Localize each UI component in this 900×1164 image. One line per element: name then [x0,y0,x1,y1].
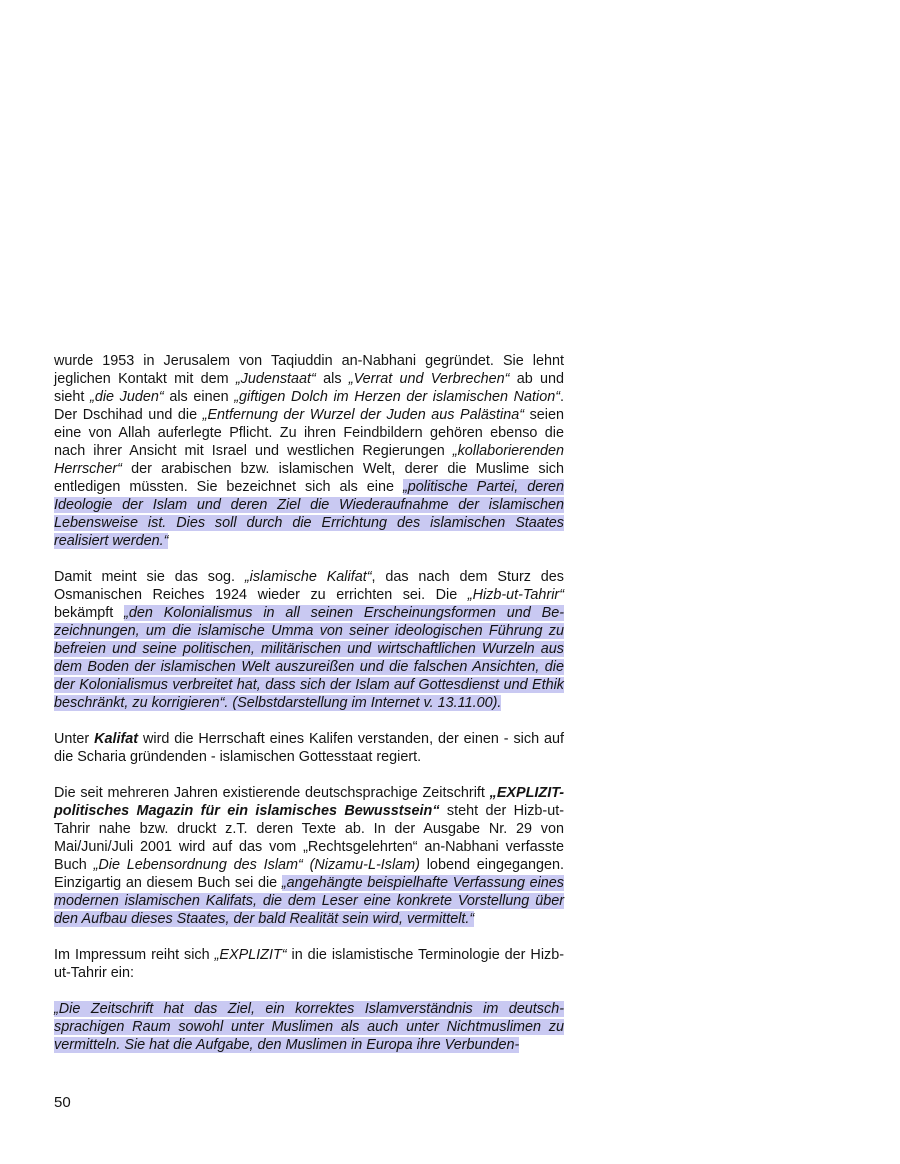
paragraph [54,352,564,550]
italic-quote: „giftigen Dolch im Herzen der islamischen Nation“ [234,389,560,405]
italic-quote: „Hizb-ut-Tahrir“ [467,587,564,603]
highlighted-quote: „politische Partei, deren Ideologie der Islam und deren Ziel die Wiederaufnahme der islamischen Lebensweise ist. Dies soll durch die Errichtung des islamischen Staates realisiert werden.“ [54,479,565,549]
text-run: wird die Herrschaft eines Kalifen verstanden, der einen - sich auf die Scharia gründenden - islamischen Gottesstaat regiert. [54,731,564,765]
text-run: als einen [163,389,235,405]
italic-quote: „die Juden“ [90,389,164,405]
italic-quote: „Judenstaat“ [235,371,316,387]
text-run: ab und sieht [54,371,565,405]
italic-quote: „Entfernung der Wurzel der Juden aus Palästina“ [202,407,525,423]
text-run: Im Impressum reiht sich [54,947,215,963]
body-text [54,352,564,1054]
text-run: Die seit mehreren Jahren existierende deutschsprachige Zeitschrift [54,785,490,801]
highlighted-quote: „angehängte beispielhafte Verfassung eines modernen islamischen Kalifats, die dem Leser eine konkrete Vorstellung über den Aufbau dieses Staates, der bald Realität sein wird, vermittelt.“ [54,875,564,927]
bold-italic-term: Kalifat [94,731,139,747]
text-run: seien eine von Allah auferlegte Pflicht. Zu ihren Feindbildern gehören ebenso die nach ihrer Ansicht mit Israel und westlichen Regierungen [54,407,564,459]
page-number: 50 [54,1094,71,1111]
paragraph [54,946,564,982]
italic-quote: „Die Lebensordnung des Islam“ (Nizamu-L-Islam) [93,857,420,873]
paragraph [54,784,564,928]
text-run: , das nach dem Sturz des Osmanischen Reiches 1924 wieder zu errichten sei. Die [54,569,564,603]
italic-quote: „kollaborierenden Herrscher“ [54,443,564,477]
highlighted-quote: „Die Zeitschrift hat das Ziel, ein korrektes Islamverständnis im deutschsprachigen Raum sowohl unter Muslimen als auch unter Nichtmuslimen zu vermitteln. Sie hat die Aufgabe, den Muslimen in Europa ihre Verbunden- [54,1001,564,1053]
paragraph [54,1000,564,1054]
paragraph [54,568,564,712]
text-run: steht der Hizb-ut-Tahrir nahe bzw. druckt z.T. deren Texte ab. In der Ausgabe Nr. 29 von Mai/Juni/Juli 2001 wird auf das vom „Rechtsgelehrten“ an-Nabhani verfasste Buch [54,803,564,873]
bold-italic-term: „EXPLIZIT- politisches Magazin für ein islamisches Bewusstsein“ [54,785,564,819]
highlighted-quote: „den Kolonialismus in all seinen Erscheinungsformen und Bezeichnungen, um die islamische Umma von seiner ideologischen Führung zu befreien und seine politischen, militärischen und wirtschaftlichen Wurzeln aus dem Boden der islamischen Welt auszureißen und die falschen Ansichten, die der Kolonialismus verbreitet hat, dass sich der Islam auf Gottesdienst und Ethik beschränkt, zu korrigieren“. (Selbstdarstellung im Internet v. 13.11.00). [54,605,564,711]
text-run: in die islamistische Terminologie der Hizb-ut-Tahrir ein: [54,947,565,981]
italic-quote: „islamische Kalifat“ [244,569,372,585]
text-run: bekämpft [54,605,125,621]
italic-quote: „EXPLIZIT“ [214,947,287,963]
italic-quote: „Verrat und Verbrechen“ [348,371,510,387]
text-run: Unter [54,731,95,747]
text-run: . Der Dschihad und die [54,389,564,423]
text-run: lobend eingegangen. Einzigartig an diesem Buch sei die [54,857,564,891]
text-run: wurde 1953 in Jerusalem von Taqiuddin an-Nabhani gegründet. Sie lehnt jeglichen Kontakt mit dem [54,353,564,387]
text-run: als [315,371,349,387]
text-run: der arabischen bzw. islamischen Welt, derer die Muslime sich entledigen müssten. Sie bezeichnet sich als eine [54,461,564,495]
text-run: Damit meint sie das sog. [54,569,245,585]
paragraph [54,730,564,766]
